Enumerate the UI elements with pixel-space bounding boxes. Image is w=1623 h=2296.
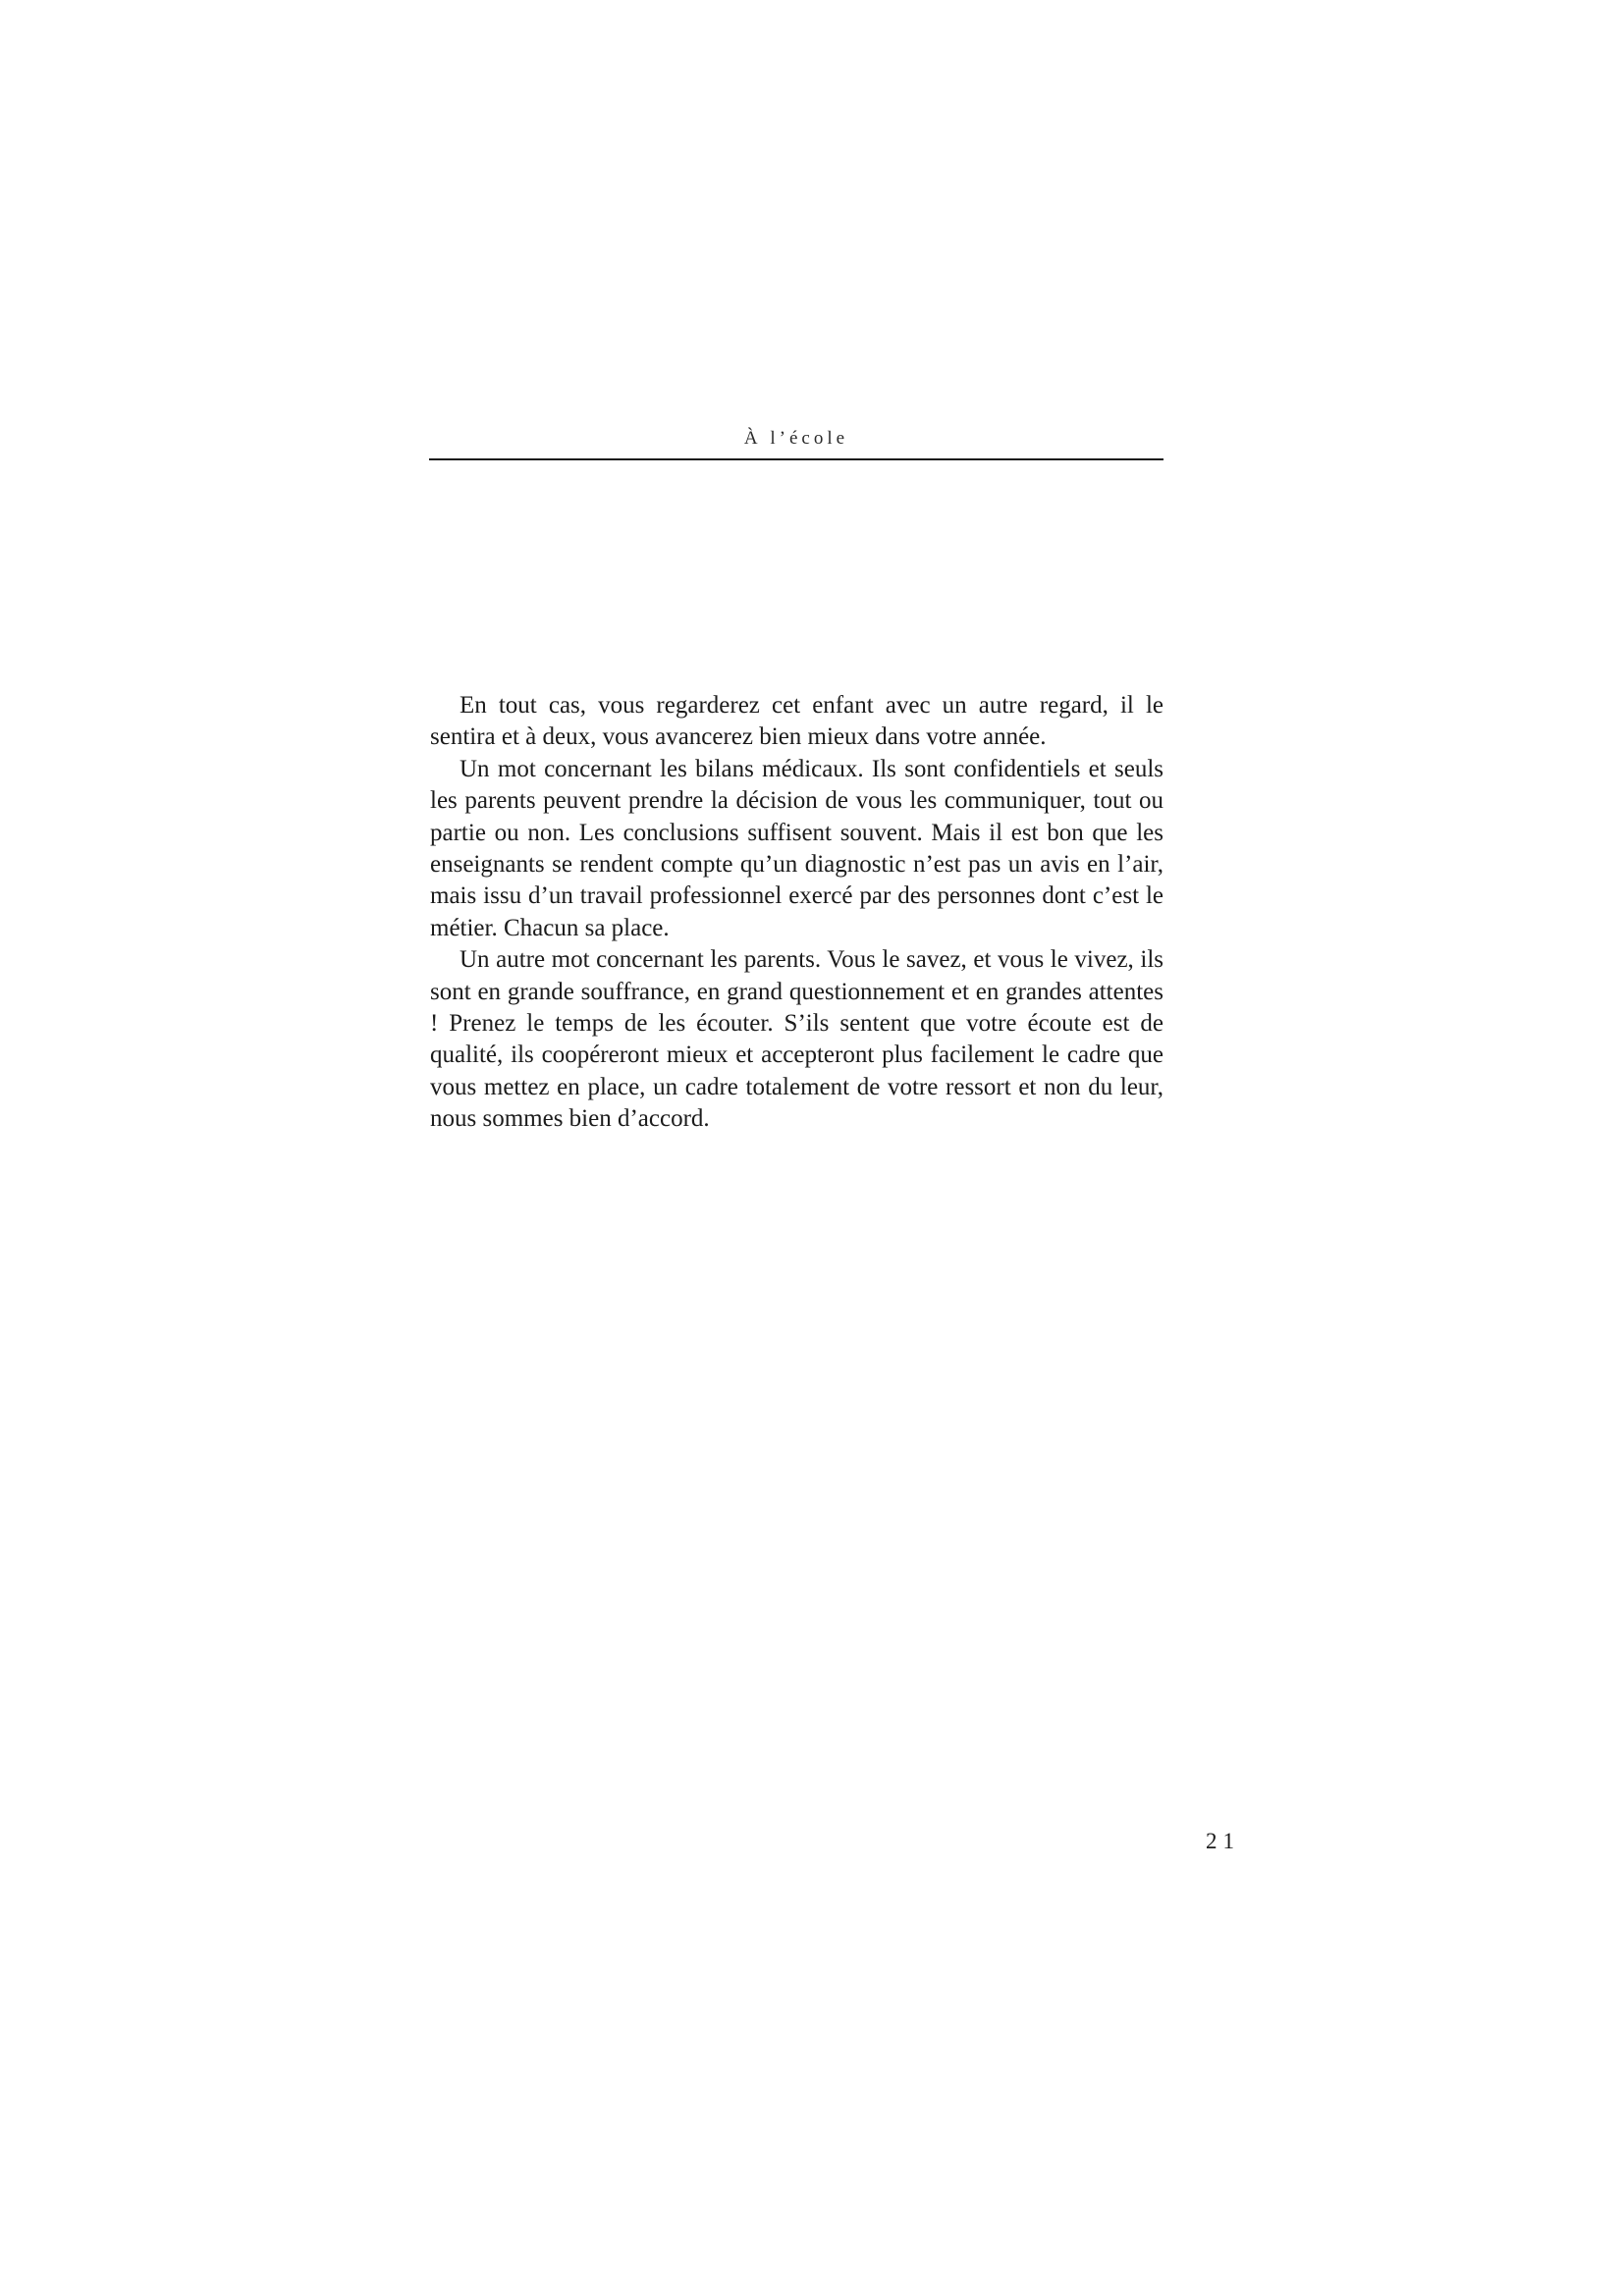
- paragraph-2: Un mot concernant les bilans médicaux. Ils sont confidentiels et seuls les parents peuvent prendre la décision de vous les communiquer, tout ou partie ou non. Les conclusions suffisent souvent. Mais il est bon que les enseignants se rendent compte qu’un diagnostic n’est pas un avis en l’air, mais issu d’un travail professionnel exercé par des personnes dont c’est le métier. Chacun sa place.: [430, 755, 1163, 941]
- paragraph-3: Un autre mot concernant les parents. Vous le savez, et vous le vivez, ils sont en grande souffrance, en grand questionnement et en grandes attentes ! Prenez le temps de les écouter. S’ils sentent que votre écoute est de qualité, ils coopéreront mieux et accepteront plus facilement le cadre que vous mettez en place, un cadre totalement de votre ressort et non du leur, nous sommes bien d’accord.: [430, 946, 1163, 1133]
- page-header: [429, 428, 1163, 460]
- header-rule: [429, 458, 1163, 460]
- paragraph-1: En tout cas, vous regarderez cet enfant avec un autre regard, il le sentira et à deux, vous avancerez bien mieux dans votre année.: [430, 692, 1163, 751]
- body-text-block: [430, 690, 1163, 1136]
- page-number: 21: [1206, 1829, 1240, 1853]
- running-head-title: À l’école: [743, 428, 849, 449]
